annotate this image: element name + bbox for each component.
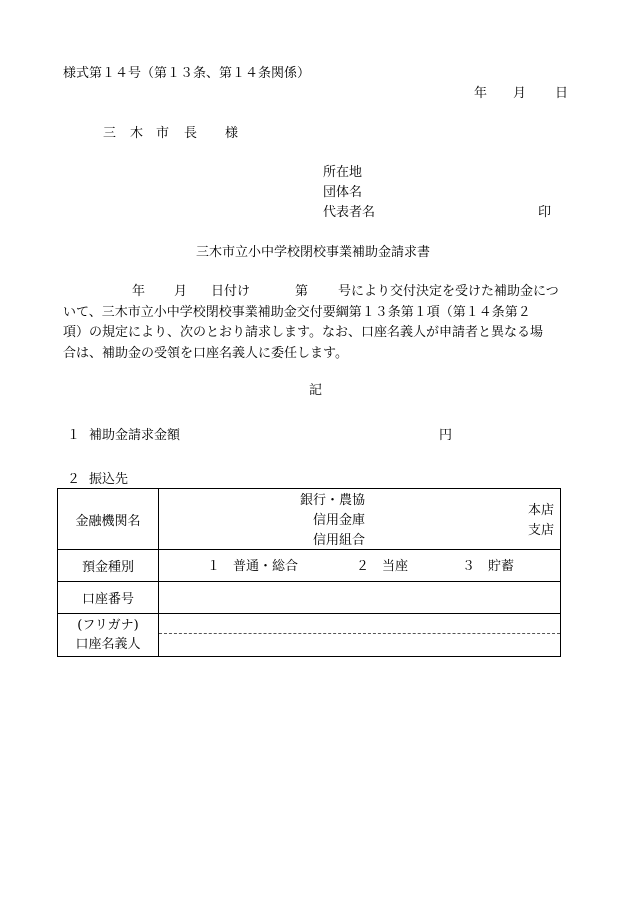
holder-cell <box>159 614 561 657</box>
body-date-suffix: 日付け <box>211 284 251 299</box>
body-month: 月 <box>174 284 188 299</box>
item-1-unit: 円 <box>439 428 453 443</box>
row-account-number <box>58 582 561 614</box>
addressee-char-2: 木 <box>130 126 144 141</box>
deposit-option-2: ２ 当座 <box>356 559 409 574</box>
document-title: 三木市立小中学校閉校事業補助金請求書 <box>196 245 431 260</box>
addressee-honorific: 様 <box>225 126 239 141</box>
furigana-divider <box>159 633 560 634</box>
branch-type-2: 支店 <box>528 523 555 538</box>
holder-label: 口座名義人 <box>75 637 141 652</box>
date-month: 月 <box>513 86 527 101</box>
seal-mark: 印 <box>538 205 552 220</box>
bank-type-1: 銀行・農協 <box>300 493 366 508</box>
transfer-table <box>57 488 561 657</box>
item-2-number: ２ <box>67 472 81 487</box>
form-number: 様式第１４号（第１３条、第１４条関係） <box>63 66 311 81</box>
furigana-label: (フリガナ) <box>77 618 139 633</box>
account-number-label: 口座番号 <box>58 582 159 614</box>
item-1-label: 補助金請求金額 <box>89 428 181 443</box>
body-line-2: いて、三木市立小中学校閉校事業補助金交付要綱第１３条第１項（第１４条第２ <box>63 304 531 320</box>
ki-heading: 記 <box>309 383 323 398</box>
body-year: 年 <box>132 284 146 299</box>
date-day: 日 <box>555 86 569 101</box>
body-line-1-rest: 号により交付決定を受けた補助金につ <box>338 284 559 299</box>
row-deposit <box>58 550 561 582</box>
body-line-4: 合は、補助金の受領を口座名義人に委任します。 <box>63 345 348 361</box>
row-holder <box>58 614 561 657</box>
body-line-3: 項）の規定により、次のとおり請求します。なお、口座名義人が申請者と異なる場 <box>63 325 543 340</box>
bank-type-2: 信用金庫 <box>313 513 366 528</box>
bank-type-3: 信用組合 <box>313 533 366 548</box>
deposit-label: 預金種別 <box>58 550 159 582</box>
bank-cell <box>159 489 561 550</box>
bank-label: 金融機関名 <box>58 489 159 550</box>
item-1-number: １ <box>67 428 81 443</box>
date-year: 年 <box>474 86 488 101</box>
addressee-char-1: 三 <box>103 126 117 141</box>
branch-type-1: 本店 <box>528 503 555 518</box>
body-no-prefix: 第 <box>295 284 309 299</box>
addressee-char-3: 市 <box>156 126 170 141</box>
deposit-option-1: １ 普通・総合 <box>207 559 299 574</box>
item-2-label: 振込先 <box>89 472 129 487</box>
address-label: 所在地 <box>323 165 363 180</box>
deposit-cell <box>159 550 561 582</box>
body-paragraph <box>63 282 585 364</box>
account-number-cell <box>159 582 561 614</box>
body-line-1 <box>63 282 585 303</box>
addressee-char-4: 長 <box>184 126 198 141</box>
deposit-option-3: ３ 貯蓄 <box>462 559 515 574</box>
holder-label-cell <box>58 614 159 657</box>
representative-label: 代表者名 <box>323 205 376 220</box>
row-bank <box>58 489 561 550</box>
org-label: 団体名 <box>323 185 363 200</box>
